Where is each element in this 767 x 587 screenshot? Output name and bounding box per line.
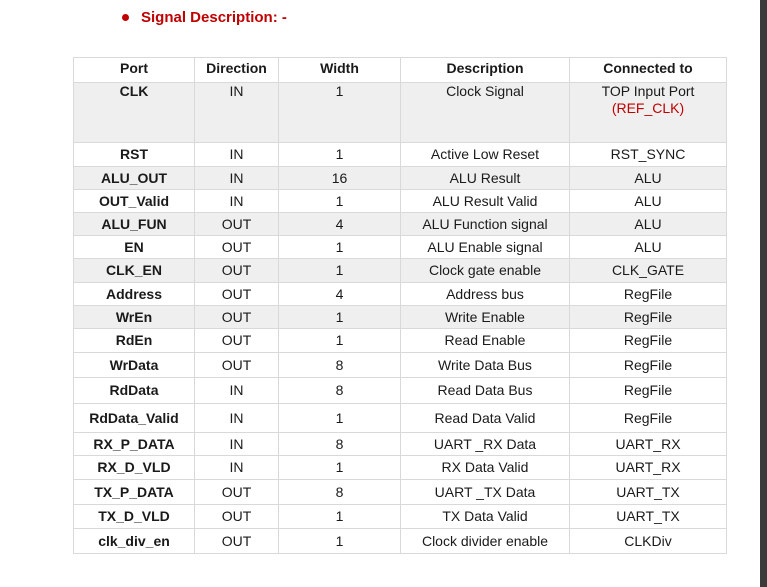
cell-direction: OUT bbox=[195, 480, 279, 505]
cell-connected: RegFile bbox=[570, 283, 727, 306]
cell-connected: CLK_GATE bbox=[570, 259, 727, 283]
table-row bbox=[74, 378, 727, 404]
cell-description: Write Data Bus bbox=[401, 353, 570, 378]
cell-port: RX_P_DATA bbox=[74, 433, 195, 456]
cell-description: Read Enable bbox=[401, 329, 570, 353]
cell-direction: OUT bbox=[195, 353, 279, 378]
cell-connected: ALU bbox=[570, 236, 727, 259]
cell-connected: ALU bbox=[570, 190, 727, 213]
table-row bbox=[74, 306, 727, 329]
cell-port: RST bbox=[74, 143, 195, 167]
table-row bbox=[74, 143, 727, 167]
cell-connected: UART_TX bbox=[570, 505, 727, 529]
col-header-port: Port bbox=[74, 58, 195, 83]
cell-connected: UART_RX bbox=[570, 433, 727, 456]
table-row bbox=[74, 353, 727, 378]
col-header-description: Description bbox=[401, 58, 570, 83]
cell-width: 1 bbox=[279, 83, 401, 143]
connected-line1: TOP Input Port bbox=[601, 83, 695, 99]
cell-direction: OUT bbox=[195, 505, 279, 529]
cell-description: UART _RX Data bbox=[401, 433, 570, 456]
col-header-width: Width bbox=[279, 58, 401, 83]
cell-direction: IN bbox=[195, 83, 279, 143]
table-row bbox=[74, 456, 727, 480]
cell-description: RX Data Valid bbox=[401, 456, 570, 480]
table-header-row bbox=[74, 58, 727, 83]
cell-width: 1 bbox=[279, 190, 401, 213]
cell-port: RX_D_VLD bbox=[74, 456, 195, 480]
cell-description: ALU Result Valid bbox=[401, 190, 570, 213]
table-row bbox=[74, 505, 727, 529]
cell-width: 4 bbox=[279, 213, 401, 236]
cell-width: 1 bbox=[279, 529, 401, 554]
cell-direction: OUT bbox=[195, 236, 279, 259]
cell-port: Address bbox=[74, 283, 195, 306]
cell-connected: RegFile bbox=[570, 306, 727, 329]
connected-line2: (REF_CLK) bbox=[611, 100, 685, 116]
cell-width: 16 bbox=[279, 167, 401, 190]
cell-port: TX_P_DATA bbox=[74, 480, 195, 505]
cell-direction: OUT bbox=[195, 329, 279, 353]
cell-connected: RST_SYNC bbox=[570, 143, 727, 167]
right-edge-bar bbox=[760, 0, 767, 587]
cell-width: 8 bbox=[279, 433, 401, 456]
cell-direction: OUT bbox=[195, 283, 279, 306]
cell-connected: UART_TX bbox=[570, 480, 727, 505]
table-row bbox=[74, 529, 727, 554]
table-row bbox=[74, 480, 727, 505]
table-row bbox=[74, 259, 727, 283]
cell-width: 4 bbox=[279, 283, 401, 306]
cell-connected: CLKDiv bbox=[570, 529, 727, 554]
cell-width: 8 bbox=[279, 353, 401, 378]
cell-port: ALU_OUT bbox=[74, 167, 195, 190]
cell-port: ALU_FUN bbox=[74, 213, 195, 236]
cell-description: UART _TX Data bbox=[401, 480, 570, 505]
cell-port: WrData bbox=[74, 353, 195, 378]
cell-direction: IN bbox=[195, 456, 279, 480]
cell-port: TX_D_VLD bbox=[74, 505, 195, 529]
cell-description: Active Low Reset bbox=[401, 143, 570, 167]
cell-direction: OUT bbox=[195, 529, 279, 554]
cell-direction: IN bbox=[195, 433, 279, 456]
table-row bbox=[74, 167, 727, 190]
cell-direction: IN bbox=[195, 378, 279, 404]
cell-connected: RegFile bbox=[570, 353, 727, 378]
table-row bbox=[74, 404, 727, 433]
table-row bbox=[74, 433, 727, 456]
cell-description: Write Enable bbox=[401, 306, 570, 329]
table-row bbox=[74, 213, 727, 236]
cell-width: 1 bbox=[279, 404, 401, 433]
cell-port: WrEn bbox=[74, 306, 195, 329]
table-row bbox=[74, 283, 727, 306]
table-row bbox=[74, 190, 727, 213]
cell-width: 1 bbox=[279, 143, 401, 167]
cell-width: 1 bbox=[279, 456, 401, 480]
cell-connected: RegFile bbox=[570, 329, 727, 353]
cell-description: Clock gate enable bbox=[401, 259, 570, 283]
cell-direction: IN bbox=[195, 167, 279, 190]
table-row-clk bbox=[74, 83, 727, 143]
cell-direction: IN bbox=[195, 404, 279, 433]
table-row bbox=[74, 236, 727, 259]
col-header-connected: Connected to bbox=[570, 58, 727, 83]
cell-port: EN bbox=[74, 236, 195, 259]
cell-description: ALU Function signal bbox=[401, 213, 570, 236]
heading-text: Signal Description: - bbox=[141, 9, 287, 26]
cell-port: CLK_EN bbox=[74, 259, 195, 283]
cell-description: Read Data Valid bbox=[401, 404, 570, 433]
cell-port: clk_div_en bbox=[74, 529, 195, 554]
cell-direction: IN bbox=[195, 190, 279, 213]
cell-width: 1 bbox=[279, 259, 401, 283]
cell-description: Read Data Bus bbox=[401, 378, 570, 404]
cell-direction: OUT bbox=[195, 306, 279, 329]
cell-direction: OUT bbox=[195, 259, 279, 283]
section-heading bbox=[122, 9, 287, 26]
cell-description: ALU Result bbox=[401, 167, 570, 190]
table-row bbox=[74, 329, 727, 353]
cell-direction: OUT bbox=[195, 213, 279, 236]
cell-connected: ALU bbox=[570, 167, 727, 190]
bullet-icon bbox=[122, 14, 129, 21]
col-header-direction: Direction bbox=[195, 58, 279, 83]
cell-description: Clock Signal bbox=[401, 83, 570, 143]
cell-connected: ALU bbox=[570, 213, 727, 236]
cell-connected: RegFile bbox=[570, 404, 727, 433]
cell-port: RdData_Valid bbox=[74, 404, 195, 433]
cell-width: 1 bbox=[279, 236, 401, 259]
signal-table bbox=[73, 57, 727, 554]
cell-description: Clock divider enable bbox=[401, 529, 570, 554]
cell-connected bbox=[570, 83, 727, 143]
cell-connected: UART_RX bbox=[570, 456, 727, 480]
cell-width: 8 bbox=[279, 480, 401, 505]
cell-connected: RegFile bbox=[570, 378, 727, 404]
cell-width: 1 bbox=[279, 306, 401, 329]
cell-description: Address bus bbox=[401, 283, 570, 306]
cell-width: 8 bbox=[279, 378, 401, 404]
cell-description: TX Data Valid bbox=[401, 505, 570, 529]
cell-description: ALU Enable signal bbox=[401, 236, 570, 259]
cell-width: 1 bbox=[279, 329, 401, 353]
cell-width: 1 bbox=[279, 505, 401, 529]
cell-port: RdData bbox=[74, 378, 195, 404]
cell-port: CLK bbox=[74, 83, 195, 143]
cell-port: OUT_Valid bbox=[74, 190, 195, 213]
cell-port: RdEn bbox=[74, 329, 195, 353]
cell-direction: IN bbox=[195, 143, 279, 167]
